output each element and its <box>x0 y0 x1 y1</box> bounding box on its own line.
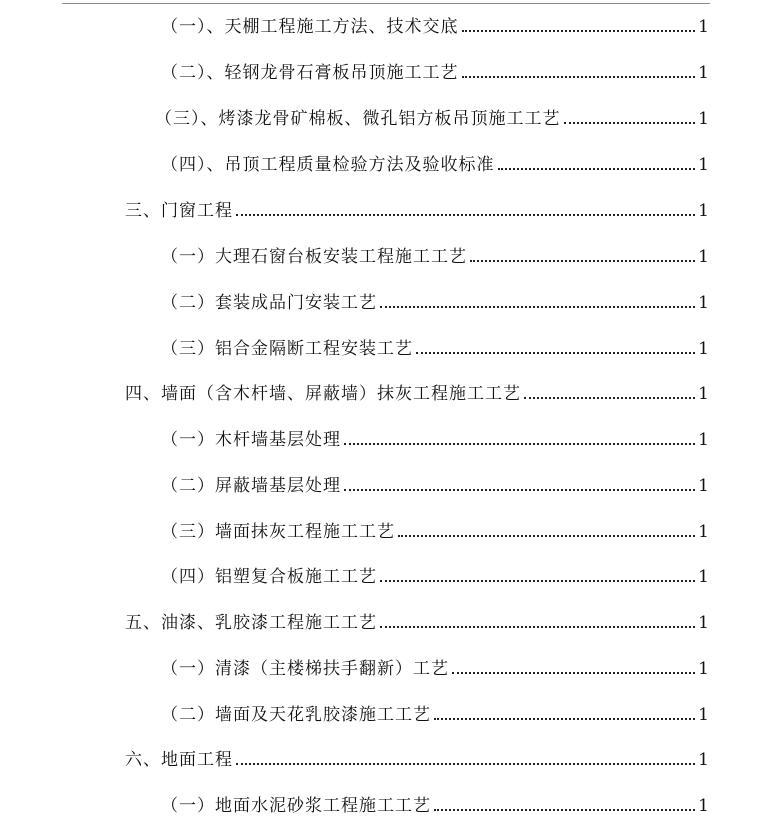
dot-leader <box>380 580 695 582</box>
toc-entry[interactable] <box>125 191 709 221</box>
toc-entry-label: （二）套装成品门安装工艺 <box>161 293 377 313</box>
toc-entry-page: 1 <box>698 63 709 83</box>
toc-entry-label: （一）、天棚工程施工方法、技术交底 <box>161 17 459 37</box>
toc-entry-page: 1 <box>698 476 709 496</box>
dot-leader <box>380 306 695 308</box>
toc-entry[interactable] <box>125 603 709 633</box>
toc-entry-label: （三）墙面抹灰工程施工工艺 <box>161 522 395 542</box>
dot-leader <box>462 76 696 78</box>
dot-leader <box>236 763 695 765</box>
toc-entry-label: （一）地面水泥砂浆工程施工工艺 <box>161 796 431 816</box>
toc-entry-page: 1 <box>698 247 709 267</box>
toc-entry-page: 1 <box>698 659 709 679</box>
dot-leader <box>344 443 695 445</box>
toc-entry[interactable] <box>125 374 709 404</box>
toc-entry-label: （三）、烤漆龙骨矿棉板、微孔铝方板吊顶施工工艺 <box>155 109 561 129</box>
toc-entry-label: 三、门窗工程 <box>125 201 233 221</box>
toc-entry[interactable] <box>125 740 709 770</box>
toc-entry-page: 1 <box>698 522 709 542</box>
header-rule <box>62 3 710 4</box>
toc-entry[interactable] <box>161 649 709 679</box>
dot-leader <box>498 168 696 170</box>
toc-entry-page: 1 <box>698 796 709 816</box>
dot-leader <box>236 214 695 216</box>
dot-leader <box>470 260 695 262</box>
toc-entry[interactable] <box>161 786 709 816</box>
dot-leader <box>416 352 695 354</box>
dot-leader <box>344 489 695 491</box>
toc-entry[interactable] <box>161 695 709 725</box>
toc-entry-label: （一）木杆墙基层处理 <box>161 430 341 450</box>
dot-leader <box>462 30 696 32</box>
toc-entry[interactable] <box>161 237 709 267</box>
dot-leader <box>434 809 695 811</box>
toc-entry[interactable] <box>161 145 709 175</box>
toc-entry[interactable] <box>161 466 709 496</box>
toc-entry-label: （二）、轻钢龙骨石膏板吊顶施工工艺 <box>161 63 459 83</box>
toc-entry-page: 1 <box>698 384 709 404</box>
toc-entry-page: 1 <box>698 705 709 725</box>
toc-entry[interactable] <box>161 283 709 313</box>
toc-entry-page: 1 <box>698 339 709 359</box>
toc-entry-page: 1 <box>698 109 709 129</box>
toc-entry-label: （一）清漆（主楼梯扶手翻新）工艺 <box>161 659 449 679</box>
toc-entry-label: （四）铝塑复合板施工工艺 <box>161 567 377 587</box>
toc-entry-label: 六、地面工程 <box>125 750 233 770</box>
toc-entry-label: 四、墙面（含木杆墙、屏蔽墙）抹灰工程施工工艺 <box>125 384 521 404</box>
toc-entry[interactable] <box>161 7 709 37</box>
dot-leader <box>398 535 695 537</box>
toc-entry-page: 1 <box>698 567 709 587</box>
toc-entry[interactable] <box>161 420 709 450</box>
toc-entry-page: 1 <box>698 201 709 221</box>
toc-entry-label: （一）大理石窗台板安装工程施工工艺 <box>161 247 467 267</box>
toc-entry[interactable] <box>161 53 709 83</box>
dot-leader <box>564 122 696 124</box>
toc-entry-label: （三）铝合金隔断工程安装工艺 <box>161 339 413 359</box>
dot-leader <box>524 397 695 399</box>
toc-entry[interactable] <box>161 557 709 587</box>
dot-leader <box>434 718 695 720</box>
toc-entry-label: （二）墙面及天花乳胶漆施工工艺 <box>161 705 431 725</box>
toc-entry-page: 1 <box>698 155 709 175</box>
dot-leader <box>452 672 695 674</box>
dot-leader <box>380 626 695 628</box>
toc-entry-page: 1 <box>698 430 709 450</box>
toc-entry-label: （二）屏蔽墙基层处理 <box>161 476 341 496</box>
toc-entry-page: 1 <box>698 17 709 37</box>
toc-entry-label: 五、油漆、乳胶漆工程施工工艺 <box>125 613 377 633</box>
toc-entry[interactable] <box>155 99 709 129</box>
toc-entry-page: 1 <box>698 750 709 770</box>
toc-entry[interactable] <box>161 329 709 359</box>
toc-entry-page: 1 <box>698 293 709 313</box>
toc-entry[interactable] <box>161 512 709 542</box>
toc-entry-label: （四）、吊顶工程质量检验方法及验收标准 <box>161 155 495 175</box>
toc-entry-page: 1 <box>698 613 709 633</box>
